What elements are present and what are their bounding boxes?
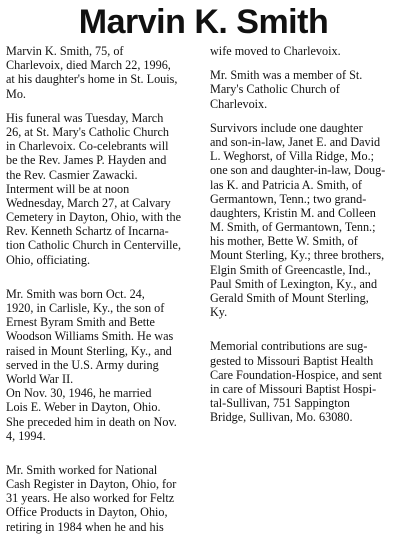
text-line: raised in Mount Sterling, Ky., and: [6, 343, 172, 358]
text-line: 26, at St. Mary's Catholic Church: [6, 124, 169, 139]
text-line: Mr. Smith was born Oct. 24,: [6, 286, 145, 301]
text-line: Mary's Catholic Church of: [210, 82, 340, 97]
text-line: 4, 1994.: [6, 428, 46, 443]
text-line: Cemetery in Dayton, Ohio, with the: [6, 210, 181, 225]
text-line: Rev. Kenneth Schartz of Incarna-: [6, 224, 169, 239]
text-line: Lois E. Weber in Dayton, Ohio.: [6, 400, 161, 415]
text-line: Bridge, Sullivan, Mo. 63080.: [210, 410, 353, 425]
text-line: M. Smith, of Germantown, Tenn.;: [210, 220, 376, 235]
text-line: Ky.: [210, 305, 228, 320]
text-line: Woodson Williams Smith. He was: [6, 329, 174, 344]
text-line: Office Products in Dayton, Ohio,: [6, 505, 168, 520]
text-line: Interment will be at noon: [6, 181, 130, 196]
text-line: tal-Sullivan, 751 Sappington: [210, 396, 350, 411]
text-line: Survivors include one daughter: [210, 120, 363, 135]
text-line: one son and daughter-in-law, Doug-: [210, 163, 386, 178]
text-line: Charlevoix.: [210, 96, 268, 111]
text-line: She preceded him in death on Nov.: [6, 414, 177, 429]
text-line: the Rev. Casmier Zawacki.: [6, 167, 138, 182]
text-line: Paul Smith of Lexington, Ky., and: [210, 276, 378, 291]
paragraph: [6, 182, 198, 267]
text-line: gested to Missouri Baptist Health: [210, 353, 374, 368]
text-line: Ernest Byram Smith and Bette: [6, 315, 155, 330]
text-line: On Nov. 30, 1946, he married: [6, 386, 152, 401]
paragraph: [6, 44, 198, 101]
right-column: [210, 44, 402, 425]
paragraph: [210, 44, 402, 58]
text-line: Mo.: [6, 86, 26, 101]
text-line: las K. and Patricia A. Smith, of: [210, 177, 362, 192]
text-line: Charlevoix, died March 22, 1996,: [6, 58, 171, 73]
text-line: at his daughter's home in St. Louis,: [6, 72, 178, 87]
text-line: Ohio, officiating.: [6, 252, 91, 267]
paragraph: [210, 121, 402, 320]
paragraph: [6, 386, 198, 443]
text-line: served in the U.S. Army during: [6, 357, 159, 372]
paragraph: [6, 111, 198, 182]
text-line: His funeral was Tuesday, March: [6, 110, 164, 125]
text-line: tion Catholic Church in Centerville,: [6, 238, 181, 253]
text-line: Mr. Smith was a member of St.: [210, 68, 363, 83]
text-line: retiring in 1984 when he and his: [6, 519, 164, 534]
text-line: 1920, in Carlisle, Ky., the son of: [6, 301, 165, 315]
paragraph: [6, 287, 198, 386]
text-line: Gerald Smith of Mount Sterling,: [210, 291, 369, 305]
left-column: [6, 44, 198, 534]
text-line: in care of Missouri Baptist Hospi-: [210, 381, 377, 396]
text-line: Cash Register in Dayton, Ohio, for: [6, 477, 177, 492]
paragraph: [6, 463, 198, 534]
text-line: Mount Sterling, Ky.; three brothers,: [210, 248, 385, 263]
text-line: be the Rev. James P. Hayden and: [6, 153, 167, 168]
text-line: wife moved to Charlevoix.: [210, 44, 341, 58]
paragraph: [210, 68, 402, 111]
text-line: L. Weghorst, of Villa Ridge, Mo.;: [210, 149, 375, 164]
text-line: Elgin Smith of Greencastle, Ind.,: [210, 262, 371, 277]
text-line: in Charlevoix. Co-celebrants will: [6, 139, 169, 154]
text-line: his mother, Bette W. Smith, of: [210, 234, 358, 249]
text-line: daughters, Kristin M. and Colleen: [210, 205, 376, 220]
text-line: Wednesday, March 27, at Calvary: [6, 195, 171, 210]
text-line: World War II.: [6, 371, 74, 386]
text-line: Germantown, Tenn.; two grand-: [210, 191, 367, 206]
text-line: 31 years. He also worked for Feltz: [6, 491, 175, 506]
text-line: Marvin K. Smith, 75, of: [6, 44, 124, 58]
text-line: and son-in-law, Janet E. and David: [210, 134, 381, 149]
text-line: Mr. Smith worked for National: [6, 462, 158, 477]
text-line: Memorial contributions are sug-: [210, 339, 368, 354]
text-line: Care Foundation-Hospice, and sent: [210, 367, 382, 382]
headline: Marvin K. Smith: [78, 3, 329, 41]
paragraph: [210, 339, 402, 424]
